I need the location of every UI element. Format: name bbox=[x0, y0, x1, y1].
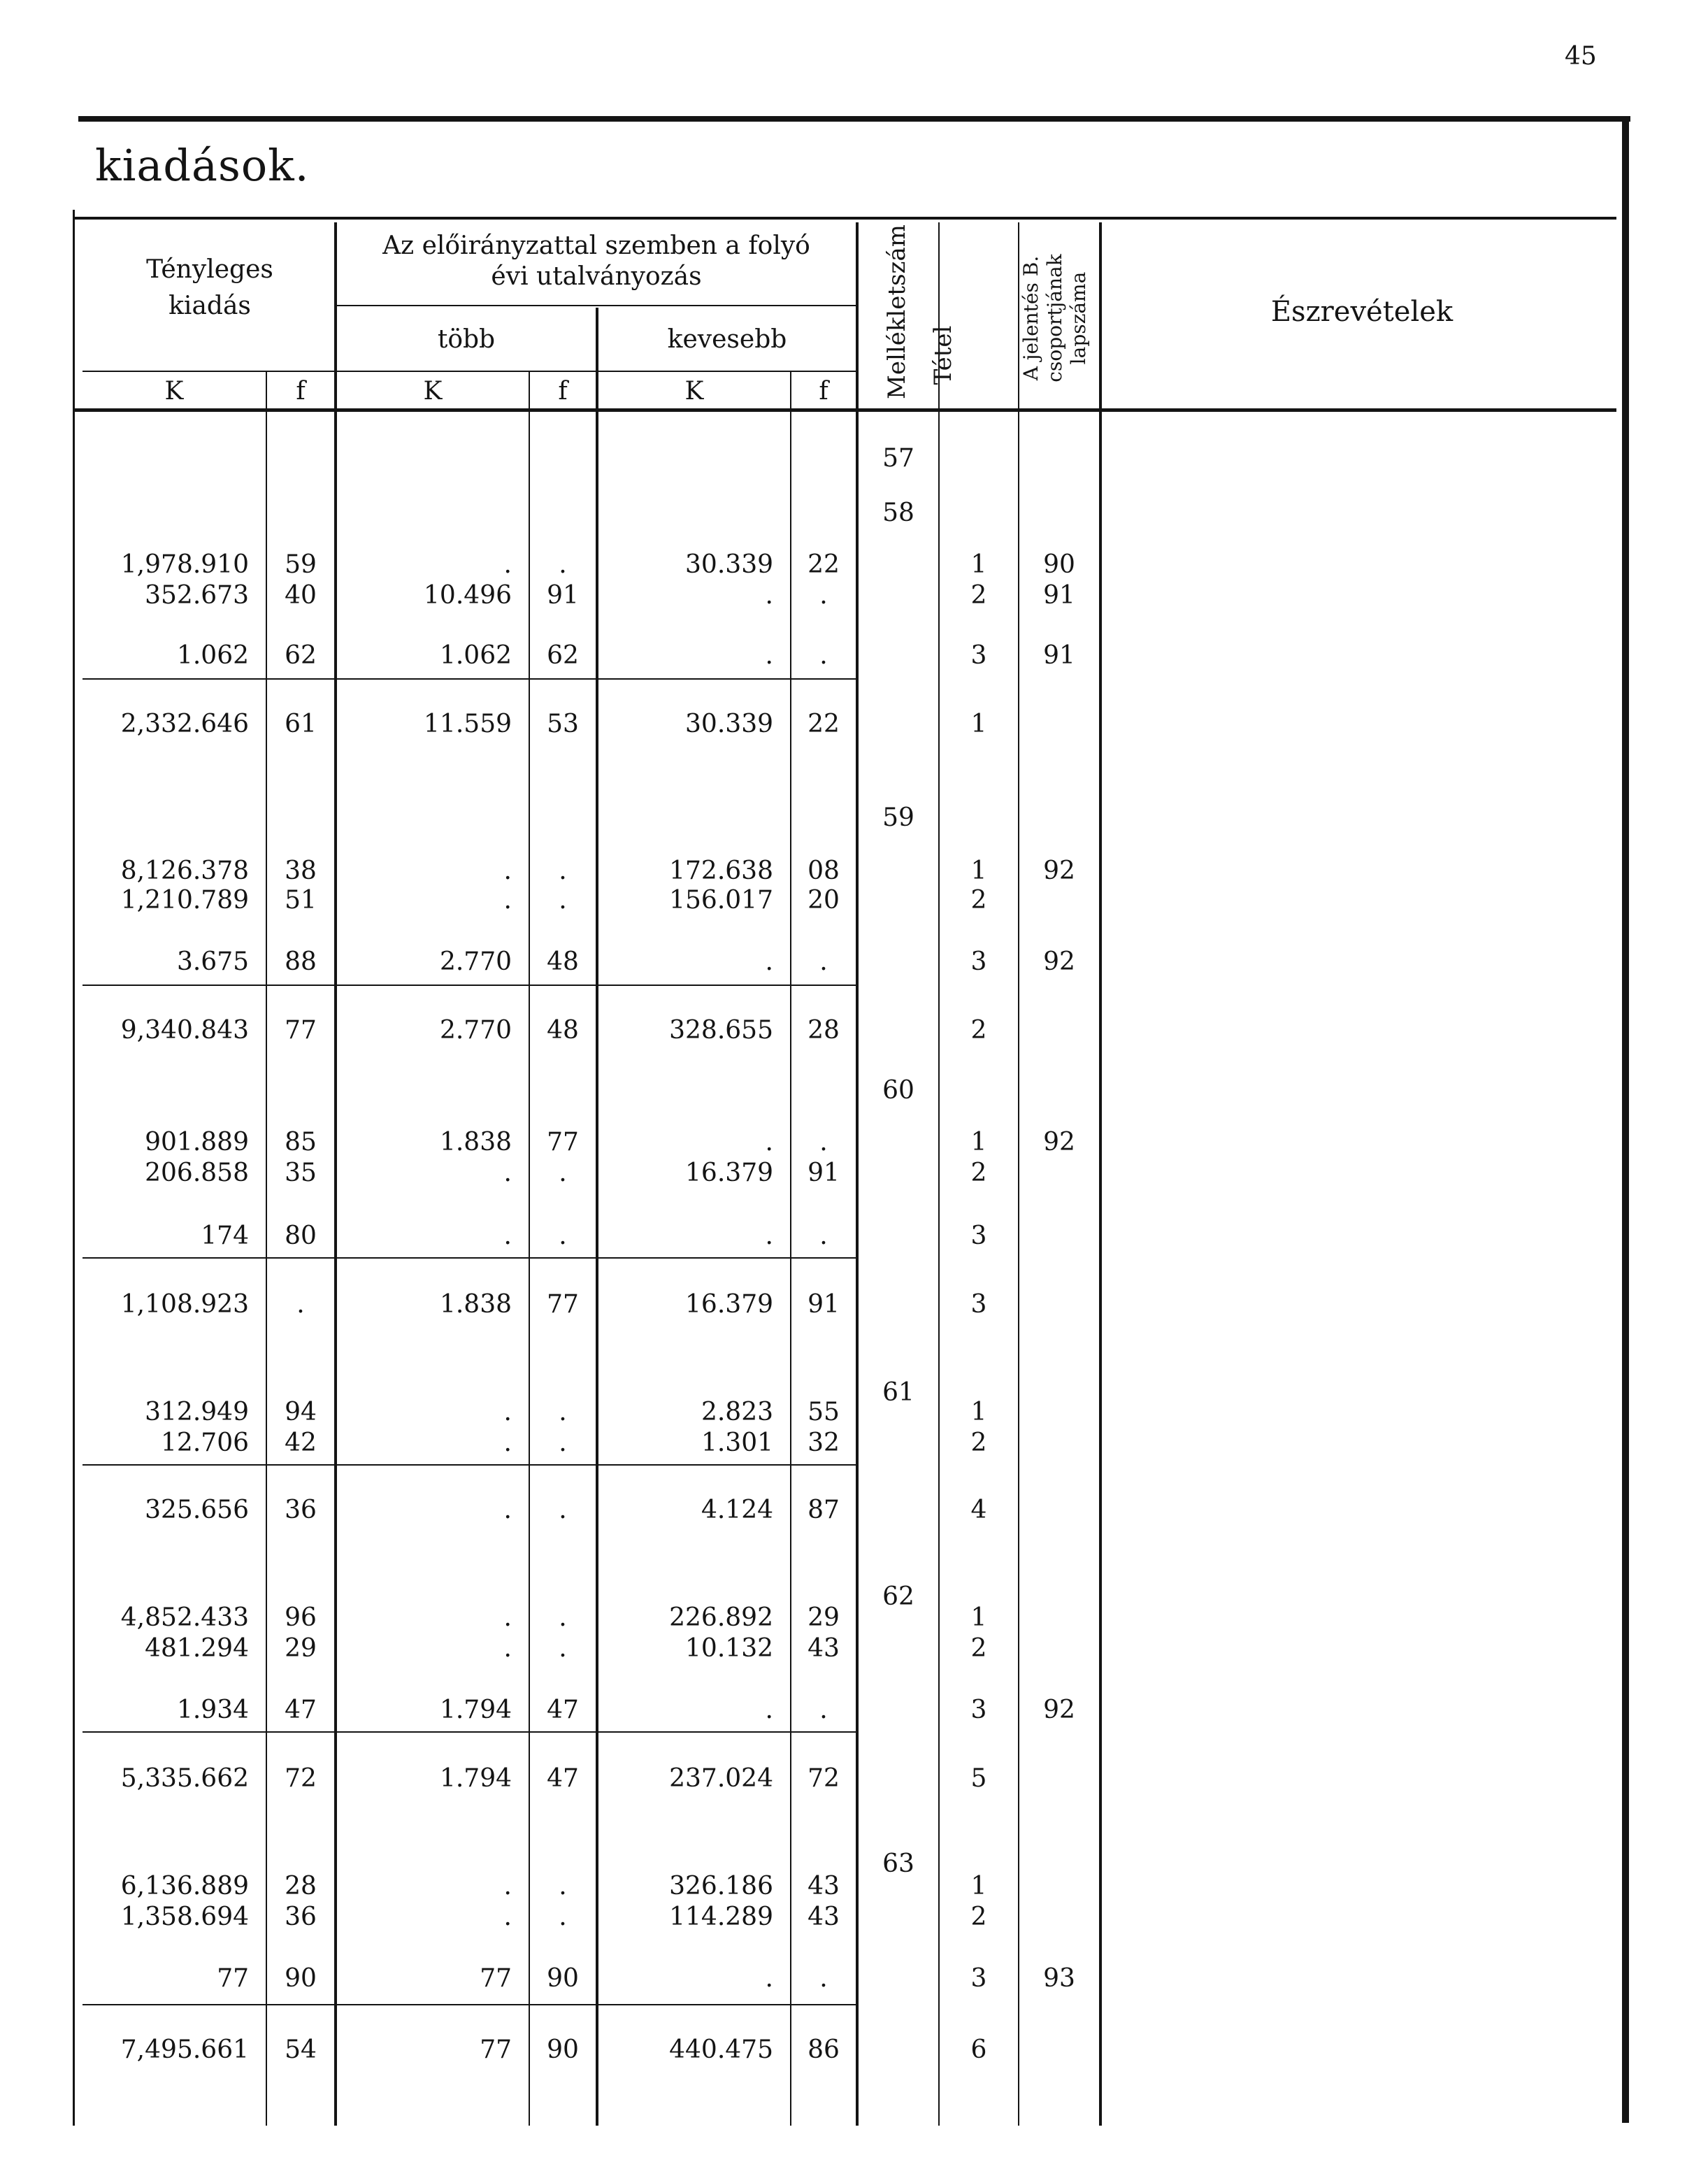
subtotal-rule bbox=[82, 1464, 856, 1466]
less-f-cell: 91 bbox=[808, 1290, 840, 1319]
page-number: 45 bbox=[1565, 42, 1597, 71]
item-cell: 1 bbox=[970, 1398, 987, 1426]
more-f-cell: 90 bbox=[547, 2035, 579, 2064]
more-k-cell: 77 bbox=[480, 2035, 512, 2064]
less-k-cell: . bbox=[765, 581, 773, 610]
less-f-cell: 72 bbox=[808, 1764, 840, 1793]
header-appendix: Mellékletszám bbox=[883, 224, 911, 399]
less-f-cell: 43 bbox=[808, 1872, 840, 1900]
more-f-cell: 77 bbox=[547, 1290, 579, 1319]
item-cell: 2 bbox=[970, 886, 987, 915]
actual-f-cell: 28 bbox=[285, 1872, 317, 1900]
actual-f-cell: . bbox=[296, 1290, 305, 1319]
item-cell: 2 bbox=[970, 1429, 987, 1457]
less-k-cell: 4.124 bbox=[701, 1496, 773, 1524]
appendix-number: 58 bbox=[882, 499, 914, 527]
header-more-k: K bbox=[423, 377, 443, 406]
item-cell: 2 bbox=[970, 1634, 987, 1663]
more-f-cell: . bbox=[559, 1398, 567, 1426]
actual-k-cell: 312.949 bbox=[145, 1398, 249, 1426]
header-subline-compare bbox=[337, 305, 856, 306]
actual-f-cell: 62 bbox=[285, 641, 317, 670]
actual-f-cell: 36 bbox=[285, 1903, 317, 1931]
col-line-item-end bbox=[1018, 222, 1019, 2126]
actual-f-cell: 59 bbox=[285, 550, 317, 579]
more-f-cell: . bbox=[559, 550, 567, 579]
actual-f-cell: 38 bbox=[285, 857, 317, 885]
less-k-cell: 30.339 bbox=[685, 710, 773, 738]
less-k-cell: 2.823 bbox=[701, 1398, 773, 1426]
less-k-cell: 16.379 bbox=[685, 1159, 773, 1187]
more-k-cell: . bbox=[503, 1872, 512, 1900]
subtotal-rule bbox=[82, 985, 856, 986]
less-f-cell: 43 bbox=[808, 1903, 840, 1931]
more-k-cell: . bbox=[503, 1429, 512, 1457]
less-k-cell: 226.892 bbox=[669, 1603, 773, 1632]
less-f-cell: 29 bbox=[808, 1603, 840, 1632]
more-f-cell: 53 bbox=[547, 710, 579, 738]
header-actual-f: f bbox=[296, 377, 306, 406]
table-top-rule bbox=[73, 217, 1616, 220]
actual-f-cell: 94 bbox=[285, 1398, 317, 1426]
appendix-number: 62 bbox=[882, 1582, 914, 1611]
less-k-cell: 328.655 bbox=[669, 1016, 773, 1045]
report-page-cell: 91 bbox=[1043, 641, 1075, 670]
page-title: kiadások. bbox=[95, 140, 310, 191]
more-k-cell: 1.838 bbox=[439, 1290, 512, 1319]
less-k-cell: 156.017 bbox=[669, 886, 773, 915]
more-k-cell: 1.794 bbox=[439, 1764, 512, 1793]
more-f-cell: . bbox=[559, 1222, 567, 1250]
item-cell: 3 bbox=[970, 947, 987, 976]
less-k-cell: . bbox=[765, 1128, 773, 1157]
more-f-cell: . bbox=[559, 1903, 567, 1931]
more-k-cell: . bbox=[503, 1222, 512, 1250]
less-k-cell: 10.132 bbox=[685, 1634, 773, 1663]
less-k-cell: . bbox=[765, 641, 773, 670]
col-line-more-end bbox=[596, 308, 598, 2126]
less-k-cell: 172.638 bbox=[669, 857, 773, 885]
more-k-cell: . bbox=[503, 1159, 512, 1187]
more-f-cell: . bbox=[559, 886, 567, 915]
header-actual: Tényleges kiadás bbox=[146, 255, 273, 320]
less-f-cell: 86 bbox=[808, 2035, 840, 2064]
actual-f-cell: 40 bbox=[285, 581, 317, 610]
more-f-cell: 47 bbox=[547, 1696, 579, 1724]
actual-k-cell: 9,340.843 bbox=[120, 1016, 249, 1045]
more-k-cell: 1.794 bbox=[439, 1696, 512, 1724]
less-k-cell: . bbox=[765, 1964, 773, 1993]
actual-k-cell: 3.675 bbox=[176, 947, 249, 976]
appendix-number: 61 bbox=[882, 1378, 914, 1407]
appendix-number: 57 bbox=[882, 444, 914, 473]
actual-k-cell: 206.858 bbox=[145, 1159, 249, 1187]
actual-k-cell: 2,332.646 bbox=[120, 710, 249, 738]
item-cell: 2 bbox=[970, 1903, 987, 1931]
col-line-report-end bbox=[1099, 222, 1102, 2126]
report-page-cell: 92 bbox=[1043, 857, 1075, 885]
appendix-number: 63 bbox=[882, 1849, 914, 1878]
item-cell: 3 bbox=[970, 1964, 987, 1993]
less-f-cell: 20 bbox=[808, 886, 840, 915]
actual-k-cell: 901.889 bbox=[145, 1128, 249, 1157]
actual-k-cell: 77 bbox=[217, 1964, 249, 1993]
less-k-cell: . bbox=[765, 1222, 773, 1250]
actual-k-cell: 7,495.661 bbox=[120, 2035, 249, 2064]
less-k-cell: 1.301 bbox=[701, 1429, 773, 1457]
item-cell: 1 bbox=[970, 857, 987, 885]
item-cell: 2 bbox=[970, 1159, 987, 1187]
more-k-cell: . bbox=[503, 1903, 512, 1931]
less-k-cell: 30.339 bbox=[685, 550, 773, 579]
less-f-cell: . bbox=[819, 1696, 828, 1724]
actual-k-cell: 12.706 bbox=[161, 1429, 249, 1457]
report-page-cell: 93 bbox=[1043, 1964, 1075, 1993]
less-k-cell: 16.379 bbox=[685, 1290, 773, 1319]
more-f-cell: 47 bbox=[547, 1764, 579, 1793]
report-page-cell: 92 bbox=[1043, 1696, 1075, 1724]
subtotal-rule bbox=[82, 678, 856, 680]
header-bottom-rule bbox=[73, 408, 1616, 412]
right-border bbox=[1622, 116, 1629, 2123]
actual-k-cell: 4,852.433 bbox=[120, 1603, 249, 1632]
appendix-number: 59 bbox=[882, 803, 914, 832]
header-more-f: f bbox=[558, 377, 568, 406]
actual-k-cell: 352.673 bbox=[145, 581, 249, 610]
less-f-cell: . bbox=[819, 1964, 828, 1993]
item-cell: 1 bbox=[970, 710, 987, 738]
actual-f-cell: 51 bbox=[285, 886, 317, 915]
more-k-cell: . bbox=[503, 1398, 512, 1426]
more-f-cell: 48 bbox=[547, 1016, 579, 1045]
header-remarks: Észrevételek bbox=[1270, 296, 1454, 328]
less-k-cell: 114.289 bbox=[669, 1903, 773, 1931]
actual-k-cell: 1,358.694 bbox=[120, 1903, 249, 1931]
more-f-cell: . bbox=[559, 1429, 567, 1457]
less-f-cell: . bbox=[819, 1222, 828, 1250]
report-page-cell: 92 bbox=[1043, 947, 1075, 976]
more-k-cell: 1.838 bbox=[439, 1128, 512, 1157]
less-f-cell: 87 bbox=[808, 1496, 840, 1524]
less-k-cell: 237.024 bbox=[669, 1764, 773, 1793]
more-k-cell: . bbox=[503, 886, 512, 915]
less-f-cell: 91 bbox=[808, 1159, 840, 1187]
more-k-cell: 10.496 bbox=[424, 581, 512, 610]
item-cell: 2 bbox=[970, 581, 987, 610]
actual-f-cell: 77 bbox=[285, 1016, 317, 1045]
more-f-cell: . bbox=[559, 1603, 567, 1632]
more-k-cell: . bbox=[503, 1496, 512, 1524]
more-f-cell: . bbox=[559, 1496, 567, 1524]
actual-f-cell: 80 bbox=[285, 1222, 317, 1250]
less-f-cell: . bbox=[819, 641, 828, 670]
more-k-cell: 2.770 bbox=[439, 947, 512, 976]
actual-k-cell: 481.294 bbox=[145, 1634, 249, 1663]
actual-k-cell: 1.934 bbox=[176, 1696, 249, 1724]
header-actual-k: K bbox=[164, 377, 184, 406]
more-k-cell: 11.559 bbox=[424, 710, 512, 738]
less-f-cell: . bbox=[819, 947, 828, 976]
subtotal-rule bbox=[82, 1731, 856, 1733]
less-f-cell: . bbox=[819, 1128, 828, 1157]
top-rule bbox=[78, 116, 1630, 122]
more-k-cell: . bbox=[503, 857, 512, 885]
actual-f-cell: 47 bbox=[285, 1696, 317, 1724]
more-f-cell: 62 bbox=[547, 641, 579, 670]
item-cell: 1 bbox=[970, 1872, 987, 1900]
more-f-cell: 90 bbox=[547, 1964, 579, 1993]
actual-f-cell: 85 bbox=[285, 1128, 317, 1157]
actual-f-cell: 29 bbox=[285, 1634, 317, 1663]
actual-f-cell: 54 bbox=[285, 2035, 317, 2064]
more-f-cell: 77 bbox=[547, 1128, 579, 1157]
subtotal-rule bbox=[82, 2004, 856, 2005]
item-cell: 3 bbox=[970, 1696, 987, 1724]
header-more: több bbox=[437, 325, 496, 354]
actual-f-cell: 61 bbox=[285, 710, 317, 738]
actual-k-cell: 325.656 bbox=[145, 1496, 249, 1524]
more-f-cell: . bbox=[559, 857, 567, 885]
more-f-cell: . bbox=[559, 1872, 567, 1900]
more-k-cell: 2.770 bbox=[439, 1016, 512, 1045]
less-f-cell: . bbox=[819, 581, 828, 610]
actual-k-cell: 8,126.378 bbox=[120, 857, 249, 885]
report-page-cell: 90 bbox=[1043, 550, 1075, 579]
more-k-cell: 1.062 bbox=[439, 641, 512, 670]
item-cell: 3 bbox=[970, 1222, 987, 1250]
item-cell: 1 bbox=[970, 1603, 987, 1632]
less-f-cell: 55 bbox=[808, 1398, 840, 1426]
appendix-number: 60 bbox=[882, 1076, 914, 1105]
actual-f-cell: 42 bbox=[285, 1429, 317, 1457]
header-less-k: K bbox=[684, 377, 704, 406]
header-compare: Az előirányzattal szemben a folyó évi utalványozás bbox=[382, 231, 810, 291]
more-k-cell: 77 bbox=[480, 1964, 512, 1993]
item-cell: 3 bbox=[970, 641, 987, 670]
item-cell: 3 bbox=[970, 1290, 987, 1319]
actual-f-cell: 72 bbox=[285, 1764, 317, 1793]
actual-k-cell: 1,978.910 bbox=[120, 550, 249, 579]
less-f-cell: 08 bbox=[808, 857, 840, 885]
subtotal-rule bbox=[82, 1257, 856, 1259]
item-cell: 6 bbox=[970, 2035, 987, 2064]
more-k-cell: . bbox=[503, 550, 512, 579]
actual-k-cell: 174 bbox=[201, 1222, 249, 1250]
more-k-cell: . bbox=[503, 1634, 512, 1663]
more-f-cell: . bbox=[559, 1159, 567, 1187]
actual-k-cell: 6,136.889 bbox=[120, 1872, 249, 1900]
less-f-cell: 28 bbox=[808, 1016, 840, 1045]
actual-f-cell: 35 bbox=[285, 1159, 317, 1187]
header-subline-kf bbox=[82, 371, 856, 372]
more-f-cell: 91 bbox=[547, 581, 579, 610]
header-less: kevesebb bbox=[667, 325, 787, 354]
less-k-cell: 440.475 bbox=[669, 2035, 773, 2064]
actual-k-cell: 1,210.789 bbox=[120, 886, 249, 915]
left-border bbox=[73, 210, 75, 2126]
more-k-cell: . bbox=[503, 1603, 512, 1632]
less-f-cell: 43 bbox=[808, 1634, 840, 1663]
less-k-cell: . bbox=[765, 947, 773, 976]
less-f-cell: 32 bbox=[808, 1429, 840, 1457]
less-f-cell: 22 bbox=[808, 710, 840, 738]
less-k-cell: . bbox=[765, 1696, 773, 1724]
item-cell: 1 bbox=[970, 1128, 987, 1157]
actual-f-cell: 90 bbox=[285, 1964, 317, 1993]
item-cell: 1 bbox=[970, 550, 987, 579]
report-page-cell: 91 bbox=[1043, 581, 1075, 610]
item-cell: 2 bbox=[970, 1016, 987, 1045]
header-less-f: f bbox=[819, 377, 828, 406]
actual-k-cell: 5,335.662 bbox=[120, 1764, 249, 1793]
actual-f-cell: 96 bbox=[285, 1603, 317, 1632]
more-f-cell: 48 bbox=[547, 947, 579, 976]
item-cell: 5 bbox=[970, 1764, 987, 1793]
item-cell: 4 bbox=[970, 1496, 987, 1524]
actual-k-cell: 1.062 bbox=[176, 641, 249, 670]
less-f-cell: 22 bbox=[808, 550, 840, 579]
actual-f-cell: 88 bbox=[285, 947, 317, 976]
report-page-cell: 92 bbox=[1043, 1128, 1075, 1157]
actual-k-cell: 1,108.923 bbox=[120, 1290, 249, 1319]
actual-f-cell: 36 bbox=[285, 1496, 317, 1524]
less-k-cell: 326.186 bbox=[669, 1872, 773, 1900]
more-f-cell: . bbox=[559, 1634, 567, 1663]
header-report: A jelentés B. csoportjának lapszáma bbox=[1019, 254, 1090, 382]
header-item: Tétel bbox=[929, 325, 957, 385]
